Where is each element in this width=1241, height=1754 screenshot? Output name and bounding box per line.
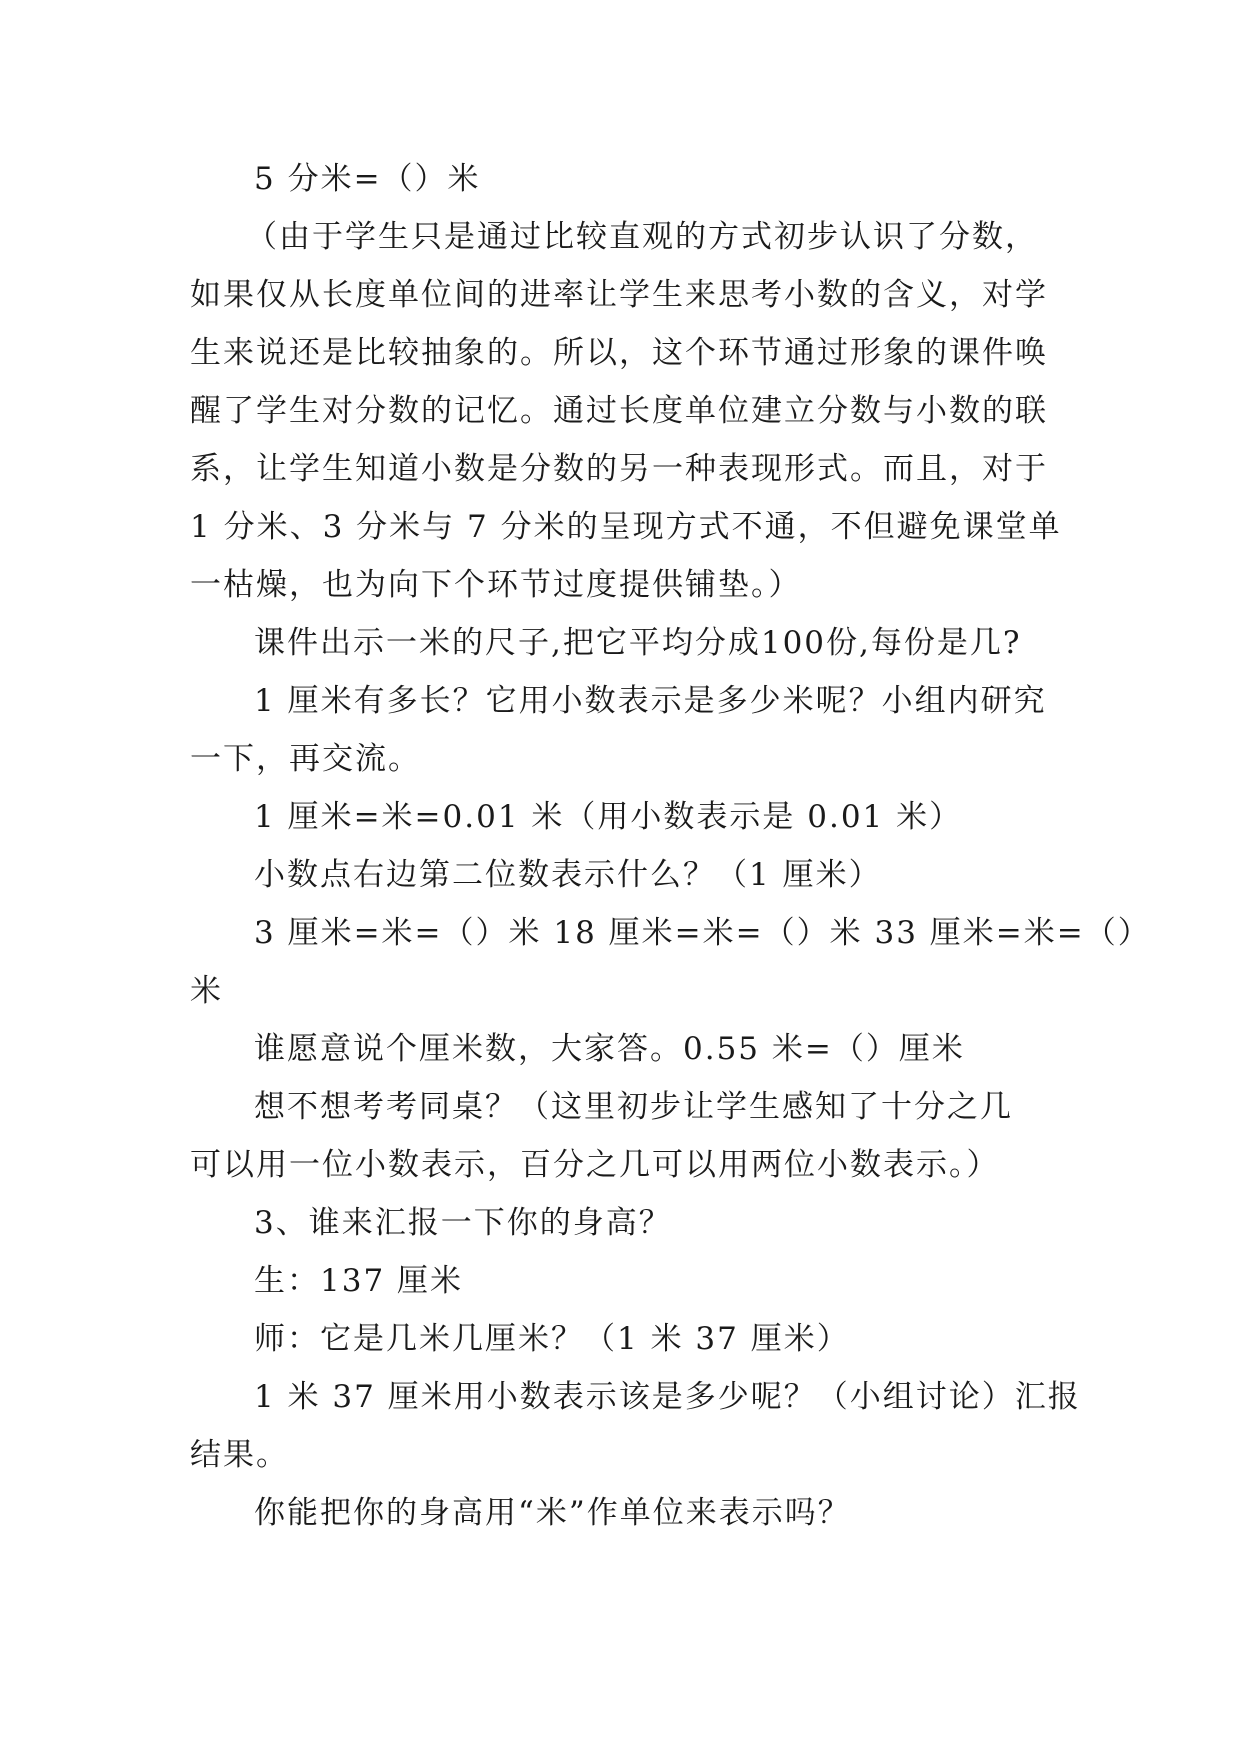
paragraph-line: 小数点右边第二位数表示什么？（1 厘米） xyxy=(254,857,882,893)
paragraph-line: 一下，再交流。 xyxy=(190,741,421,777)
paragraph-line: 生：137 厘米 xyxy=(254,1263,464,1299)
paragraph-line: 1 分米、3 分米与 7 分米的呈现方式不通，不但避免课堂单 xyxy=(190,509,1062,545)
paragraph-line: 1 厘米=米=0.01 米（用小数表示是 0.01 米） xyxy=(254,799,963,835)
paragraph-line: 1 厘米有多长？它用小数表示是多少米呢？小组内研究 xyxy=(254,683,1047,719)
paragraph-line: 5 分米=（）米 xyxy=(254,161,481,197)
paragraph-line: 如果仅从长度单位间的进率让学生来思考小数的含义，对学 xyxy=(190,277,1048,313)
paragraph-line: 系，让学生知道小数是分数的另一种表现形式。而且，对于 xyxy=(190,451,1048,487)
paragraph-line: 结果。 xyxy=(190,1437,289,1473)
paragraph-line: 谁愿意说个厘米数，大家答。0.55 米=（）厘米 xyxy=(254,1031,965,1067)
paragraph-line: 醒了学生对分数的记忆。通过长度单位建立分数与小数的联 xyxy=(190,393,1048,429)
paragraph-line: （由于学生只是通过比较直观的方式初步认识了分数， xyxy=(246,219,1038,255)
paragraph-line: 1 米 37 厘米用小数表示该是多少呢？（小组讨论）汇报 xyxy=(254,1379,1081,1415)
paragraph-line: 课件出示一米的尺子,把它平均分成100份,每份是几? xyxy=(254,625,1022,661)
paragraph-line: 3、谁来汇报一下你的身高？ xyxy=(254,1205,672,1241)
document-body xyxy=(190,150,1151,1542)
paragraph-line: 3 厘米=米=（）米 18 厘米=米=（）米 33 厘米=米=（） xyxy=(254,915,1151,951)
paragraph-line: 生来说还是比较抽象的。所以，这个环节通过形象的课件唤 xyxy=(190,335,1048,371)
paragraph-line: 想不想考考同桌？（这里初步让学生感知了十分之几 xyxy=(254,1089,1013,1125)
paragraph-line: 米 xyxy=(190,973,223,1009)
paragraph-line: 一枯燥，也为向下个环节过度提供铺垫。） xyxy=(190,567,802,603)
paragraph-line: 可以用一位小数表示，百分之几可以用两位小数表示。） xyxy=(190,1147,1000,1183)
paragraph-line: 师：它是几米几厘米？（1 米 37 厘米） xyxy=(254,1321,850,1357)
paragraph-line: 你能把你的身高用“米”作单位来表示吗？ xyxy=(254,1495,851,1531)
